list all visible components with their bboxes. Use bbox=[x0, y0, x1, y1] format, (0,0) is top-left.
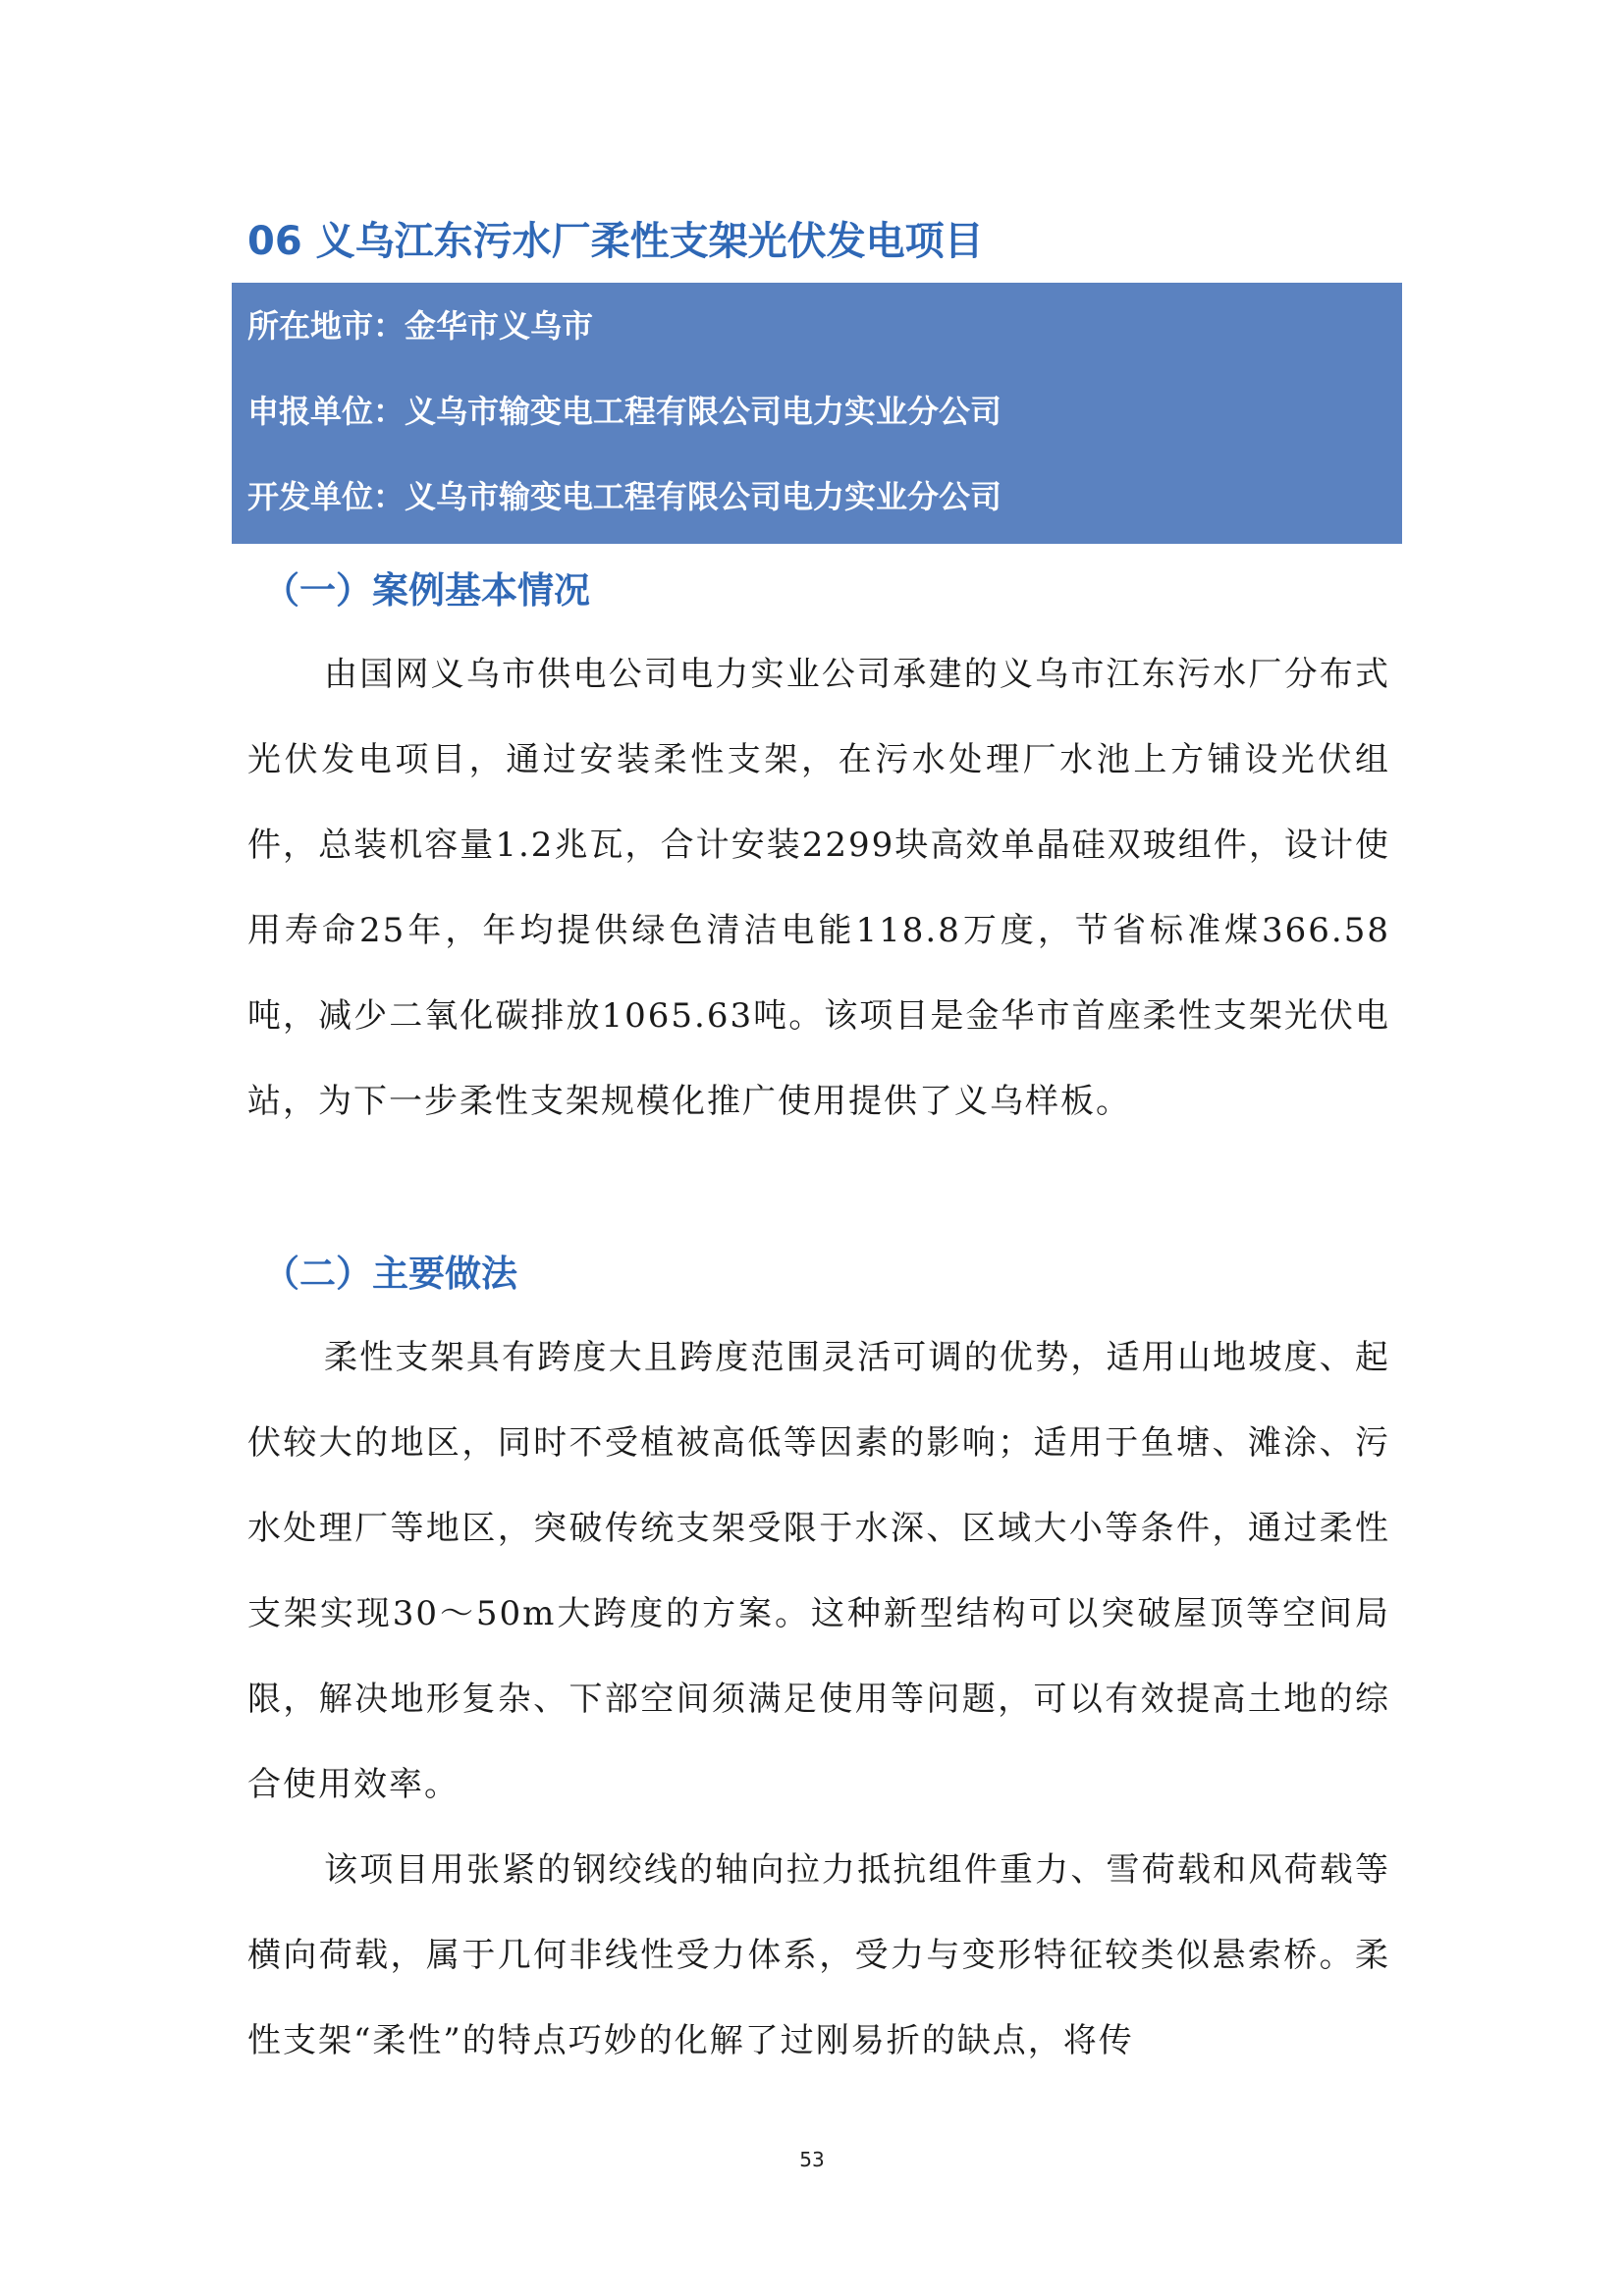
section-heading-basic-info: （一）案例基本情况 bbox=[263, 569, 590, 612]
section-heading-main-practices: （二）主要做法 bbox=[263, 1253, 517, 1295]
developer-line: 开发单位：义乌市输变电工程有限公司电力实业分公司 bbox=[247, 478, 1002, 515]
page-number: 53 bbox=[799, 2148, 825, 2171]
paragraph-main-practices-1: 柔性支架具有跨度大且跨度范围灵活可调的优势，适用山地坡度、起伏较大的地区，同时不受植被高低等因素的影响；适用于鱼塘、滩涂、污水处理厂等地区，突破传统支架受限于水深、区域大小等条件，通过柔性支架实现30～50m大跨度的方案。这种新型结构可以突破屋顶等空间局限，解决地形复杂、下部空间须满足使用等问题，可以有效提高土地的综合使用效率。 bbox=[247, 1338, 1390, 1804]
document-title: 06 义乌江东污水厂柔性支架光伏发电项目 bbox=[247, 219, 984, 264]
applicant-line: 申报单位：义乌市输变电工程有限公司电力实业分公司 bbox=[247, 393, 1002, 430]
project-info-box bbox=[232, 283, 1402, 544]
paragraph-main-practices-2: 该项目用张紧的钢绞线的轴向拉力抵抗组件重力、雪荷载和风荷载等横向荷载，属于几何非线性受力体系，受力与变形特征较类似悬索桥。柔性支架“柔性”的特点巧妙的化解了过刚易折的缺点，将传 bbox=[247, 1850, 1390, 2060]
paragraph-basic-info: 由国网义乌市供电公司电力实业公司承建的义乌市江东污水厂分布式光伏发电项目，通过安装柔性支架，在污水处理厂水池上方铺设光伏组件，总装机容量1.2兆瓦，合计安装2299块高效单晶硅双玻组件，设计使用寿命25年，年均提供绿色清洁电能118.8万度，节省标准煤366.58吨，减少二氧化碳排放1065.63吨。该项目是金华市首座柔性支架光伏电站，为下一步柔性支架规模化推广使用提供了义乌样板。 bbox=[247, 655, 1390, 1121]
location-line: 所在地市：金华市义乌市 bbox=[247, 307, 594, 345]
